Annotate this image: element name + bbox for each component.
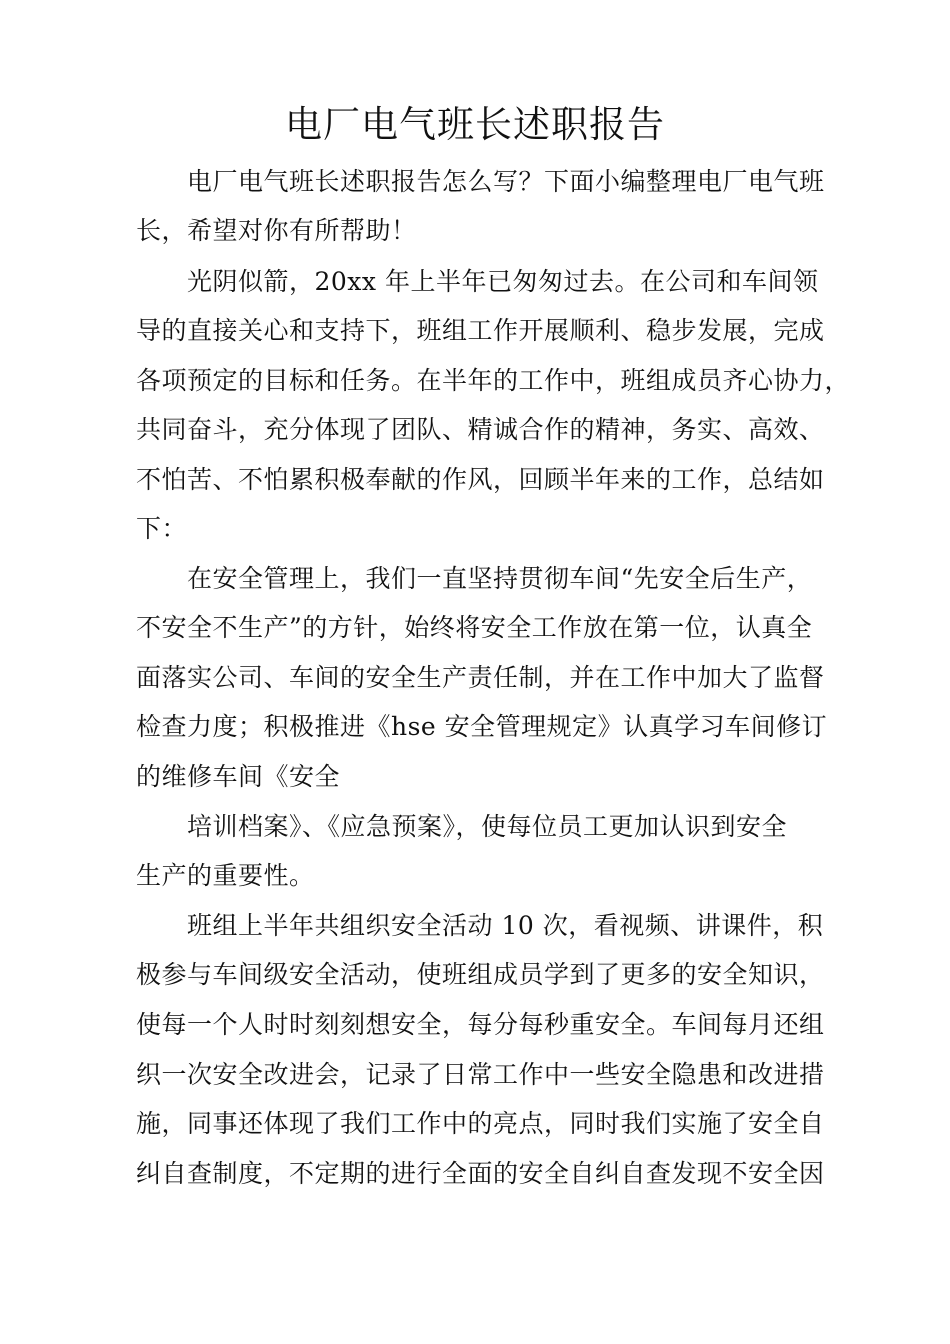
text-line: 面落实公司、车间的安全生产责任制，并在工作中加大了监督 <box>136 663 825 692</box>
document-title: 电厂电气班长述职报告 <box>285 103 665 146</box>
text-line: 检查力度；积极推进《hse 安全管理规定》认真学习车间修订 <box>136 712 828 741</box>
text-line: 各项预定的目标和任务。在半年的工作中，班组成员齐心协力， <box>136 366 851 395</box>
text-line: 生产的重要性。 <box>136 861 315 890</box>
text-line: 极参与车间级安全活动，使班组成员学到了更多的安全知识， <box>136 960 825 989</box>
text-line: 不怕苦、不怕累积极奉献的作风，回顾半年来的工作，总结如 <box>136 465 825 494</box>
text-line: 电厂电气班长述职报告怎么写？下面小编整理电厂电气班 <box>187 167 825 196</box>
text-line: 施，同事还体现了我们工作中的亮点，同时我们实施了安全自 <box>136 1109 825 1138</box>
text-line: 班组上半年共组织安全活动 10 次，看视频、讲课件，积 <box>187 911 824 940</box>
text-line: 共同奋斗，充分体现了团队、精诚合作的精神，务实、高效、 <box>136 415 825 444</box>
text-line: 织一次安全改进会，记录了日常工作中一些安全隐患和改进措 <box>136 1060 825 1089</box>
text-line: 长，希望对你有所帮助！ <box>136 216 417 245</box>
text-line: 下： <box>136 514 188 543</box>
text-line: 不安全不生产”的方针，始终将安全工作放在第一位，认真全 <box>136 613 813 642</box>
text-line: 纠自查制度，不定期的进行全面的安全自纠自查发现不安全因 <box>136 1159 825 1188</box>
text-line: 使每一个人时时刻刻想安全，每分每秒重安全。车间每月还组 <box>136 1010 825 1039</box>
text-line: 培训档案》、《应急预案》，使每位员工更加认识到安全 <box>187 812 788 841</box>
text-line: 的维修车间《安全 <box>136 762 341 791</box>
text-line: 导的直接关心和支持下，班组工作开展顺利、稳步发展，完成 <box>136 316 825 345</box>
text-line: 光阴似箭，20xx 年上半年已匆匆过去。在公司和车间领 <box>187 267 819 296</box>
text-line: 在安全管理上，我们一直坚持贯彻车间“先安全后生产， <box>187 564 813 593</box>
